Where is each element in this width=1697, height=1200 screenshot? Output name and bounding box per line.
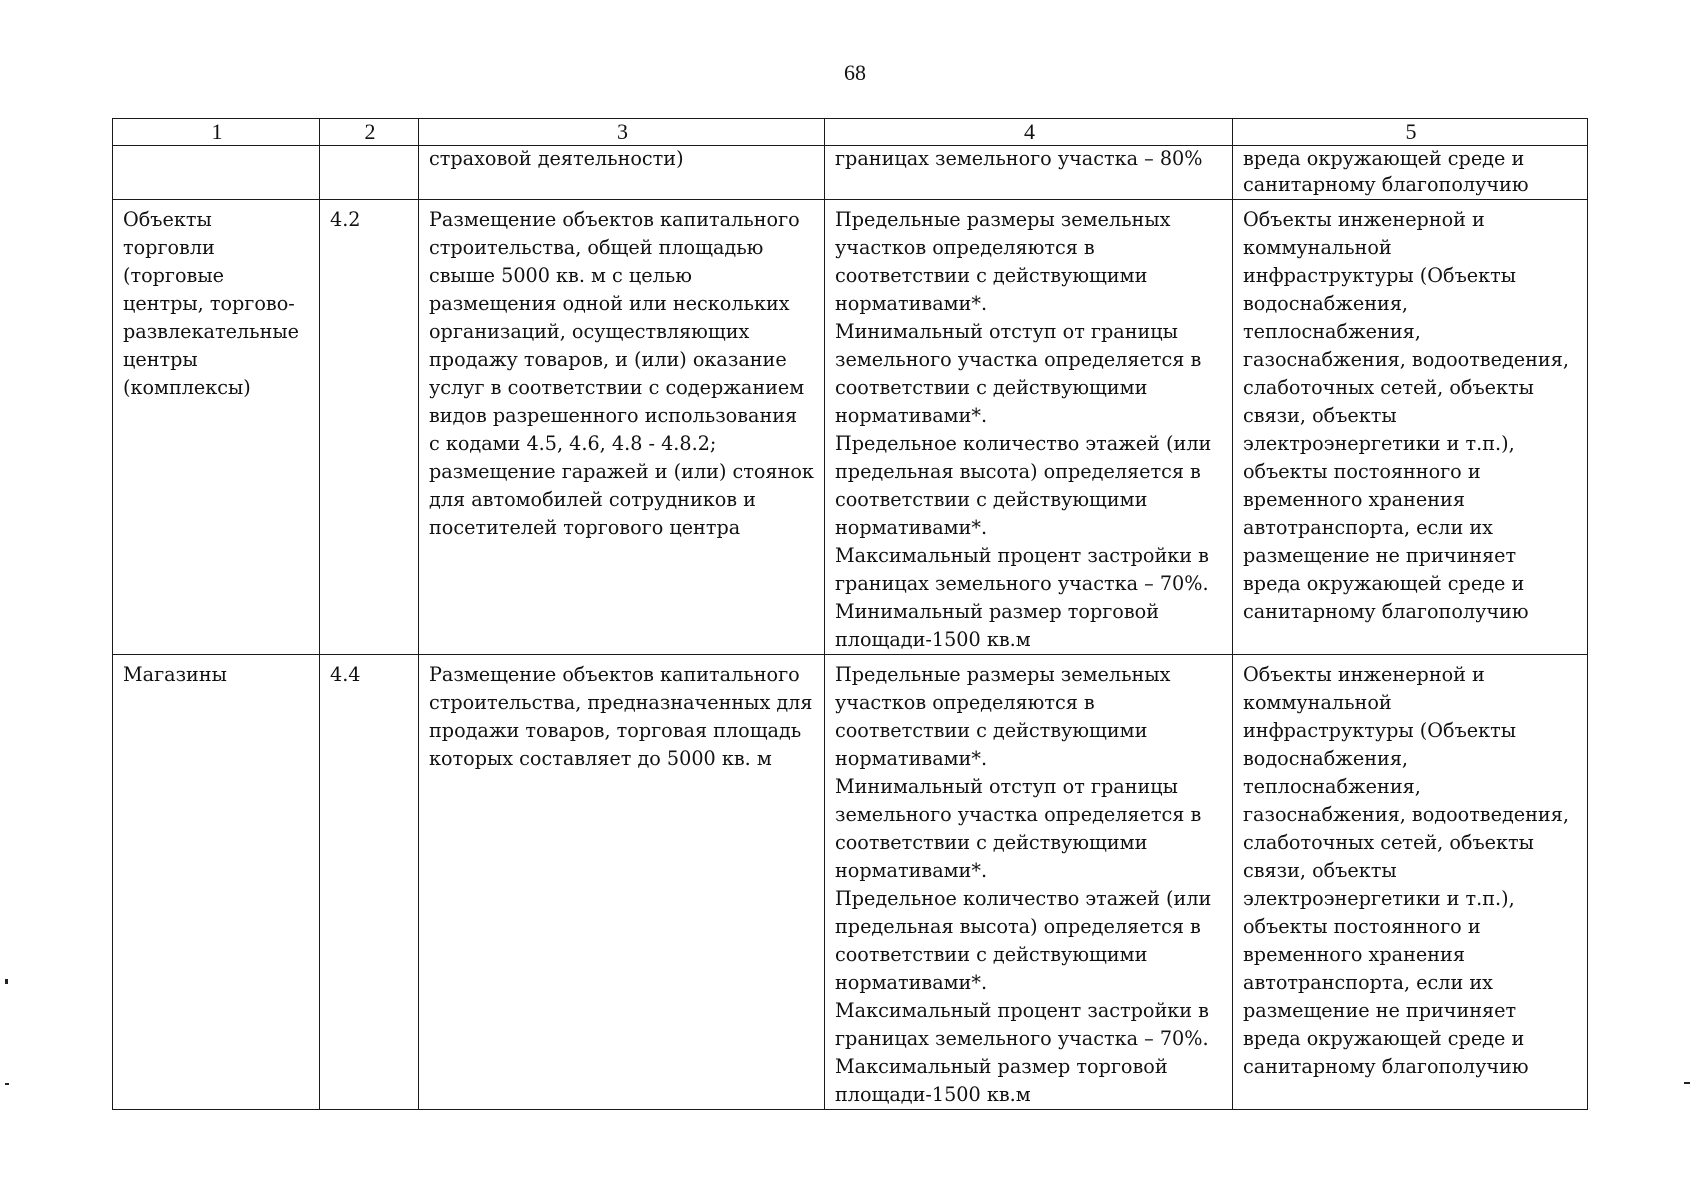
use-name-cell: Магазины [113, 655, 320, 1110]
table-row [113, 200, 1588, 655]
table-header-row [113, 119, 1588, 146]
use-parameters-cell: Предельные размеры земельных участков определяются в соответствии с действующими нормативами*. Минимальный отступ от границы земельного участка определяется в соответствии с действующими нормативами*. Предельное количество этажей (или предельная высота) определяется в соответствии с действующими нормативами*. Максимальный процент застройки в границах земельного участка – 70%. Минимальный размер торговой площади-1500 кв.м [825, 200, 1233, 655]
use-name-cell: Объекты торговли (торговые центры, торгово- развлекательные центры (комплексы) [113, 200, 320, 655]
column-number-5: 5 [1233, 119, 1588, 146]
use-auxiliary-cell: Объекты инженерной и коммунальной инфраструктуры (Объекты водоснабжения, теплоснабжения, газоснабжения, водоотведения, слаботочных сетей, объекты связи, объекты электроэнергетики и т.п.), объекты постоянного и временного хранения автотранспорта, если их размещение не причиняет вреда окружающей среде и санитарному благополучию [1233, 200, 1588, 655]
column-number-1: 1 [113, 119, 320, 146]
scan-edge-mark [5, 979, 8, 984]
use-description-cell: Размещение объектов капитального строительства, общей площадью свыше 5000 кв. м с целью размещения одной или нескольких организаций, осуществляющих продажу товаров, и (или) оказание услуг в соответствии с содержанием видов разрешенного использования с кодами 4.5, 4.6, 4.8 - 4.8.2; размещение гаражей и (или) стоянок для автомобилей сотрудников и посетителей торгового центра [419, 200, 825, 655]
continuation-cell-code [320, 146, 419, 200]
scan-edge-mark [1684, 1082, 1690, 1084]
continuation-row [113, 146, 1588, 200]
column-number-2: 2 [320, 119, 419, 146]
continuation-cell-description: страховой деятельности) [419, 146, 825, 200]
column-number-4: 4 [825, 119, 1233, 146]
continuation-cell-name [113, 146, 320, 200]
use-description-cell: Размещение объектов капитального строительства, предназначенных для продажи товаров, торговая площадь которых составляет до 5000 кв. м [419, 655, 825, 1110]
use-code-cell: 4.2 [320, 200, 419, 655]
page-number: 68 [844, 60, 866, 85]
use-parameters-cell: Предельные размеры земельных участков определяются в соответствии с действующими нормативами*. Минимальный отступ от границы земельного участка определяется в соответствии с действующими нормативами*. Предельное количество этажей (или предельная высота) определяется в соответствии с действующими нормативами*. Максимальный процент застройки в границах земельного участка – 70%. Максимальный размер торговой площади-1500 кв.м [825, 655, 1233, 1110]
column-number-3: 3 [419, 119, 825, 146]
use-auxiliary-cell: Объекты инженерной и коммунальной инфраструктуры (Объекты водоснабжения, теплоснабжения, газоснабжения, водоотведения, слаботочных сетей, объекты связи, объекты электроэнергетики и т.п.), объекты постоянного и временного хранения автотранспорта, если их размещение не причиняет вреда окружающей среде и санитарному благополучию [1233, 655, 1588, 1110]
use-code-cell: 4.4 [320, 655, 419, 1110]
continuation-cell-parameters: границах земельного участка – 80% [825, 146, 1233, 200]
continuation-cell-auxiliary: вреда окружающей среде и санитарному благополучию [1233, 146, 1588, 200]
land-use-table [112, 118, 1588, 1110]
scan-edge-mark [5, 1083, 9, 1085]
table-row [113, 655, 1588, 1110]
